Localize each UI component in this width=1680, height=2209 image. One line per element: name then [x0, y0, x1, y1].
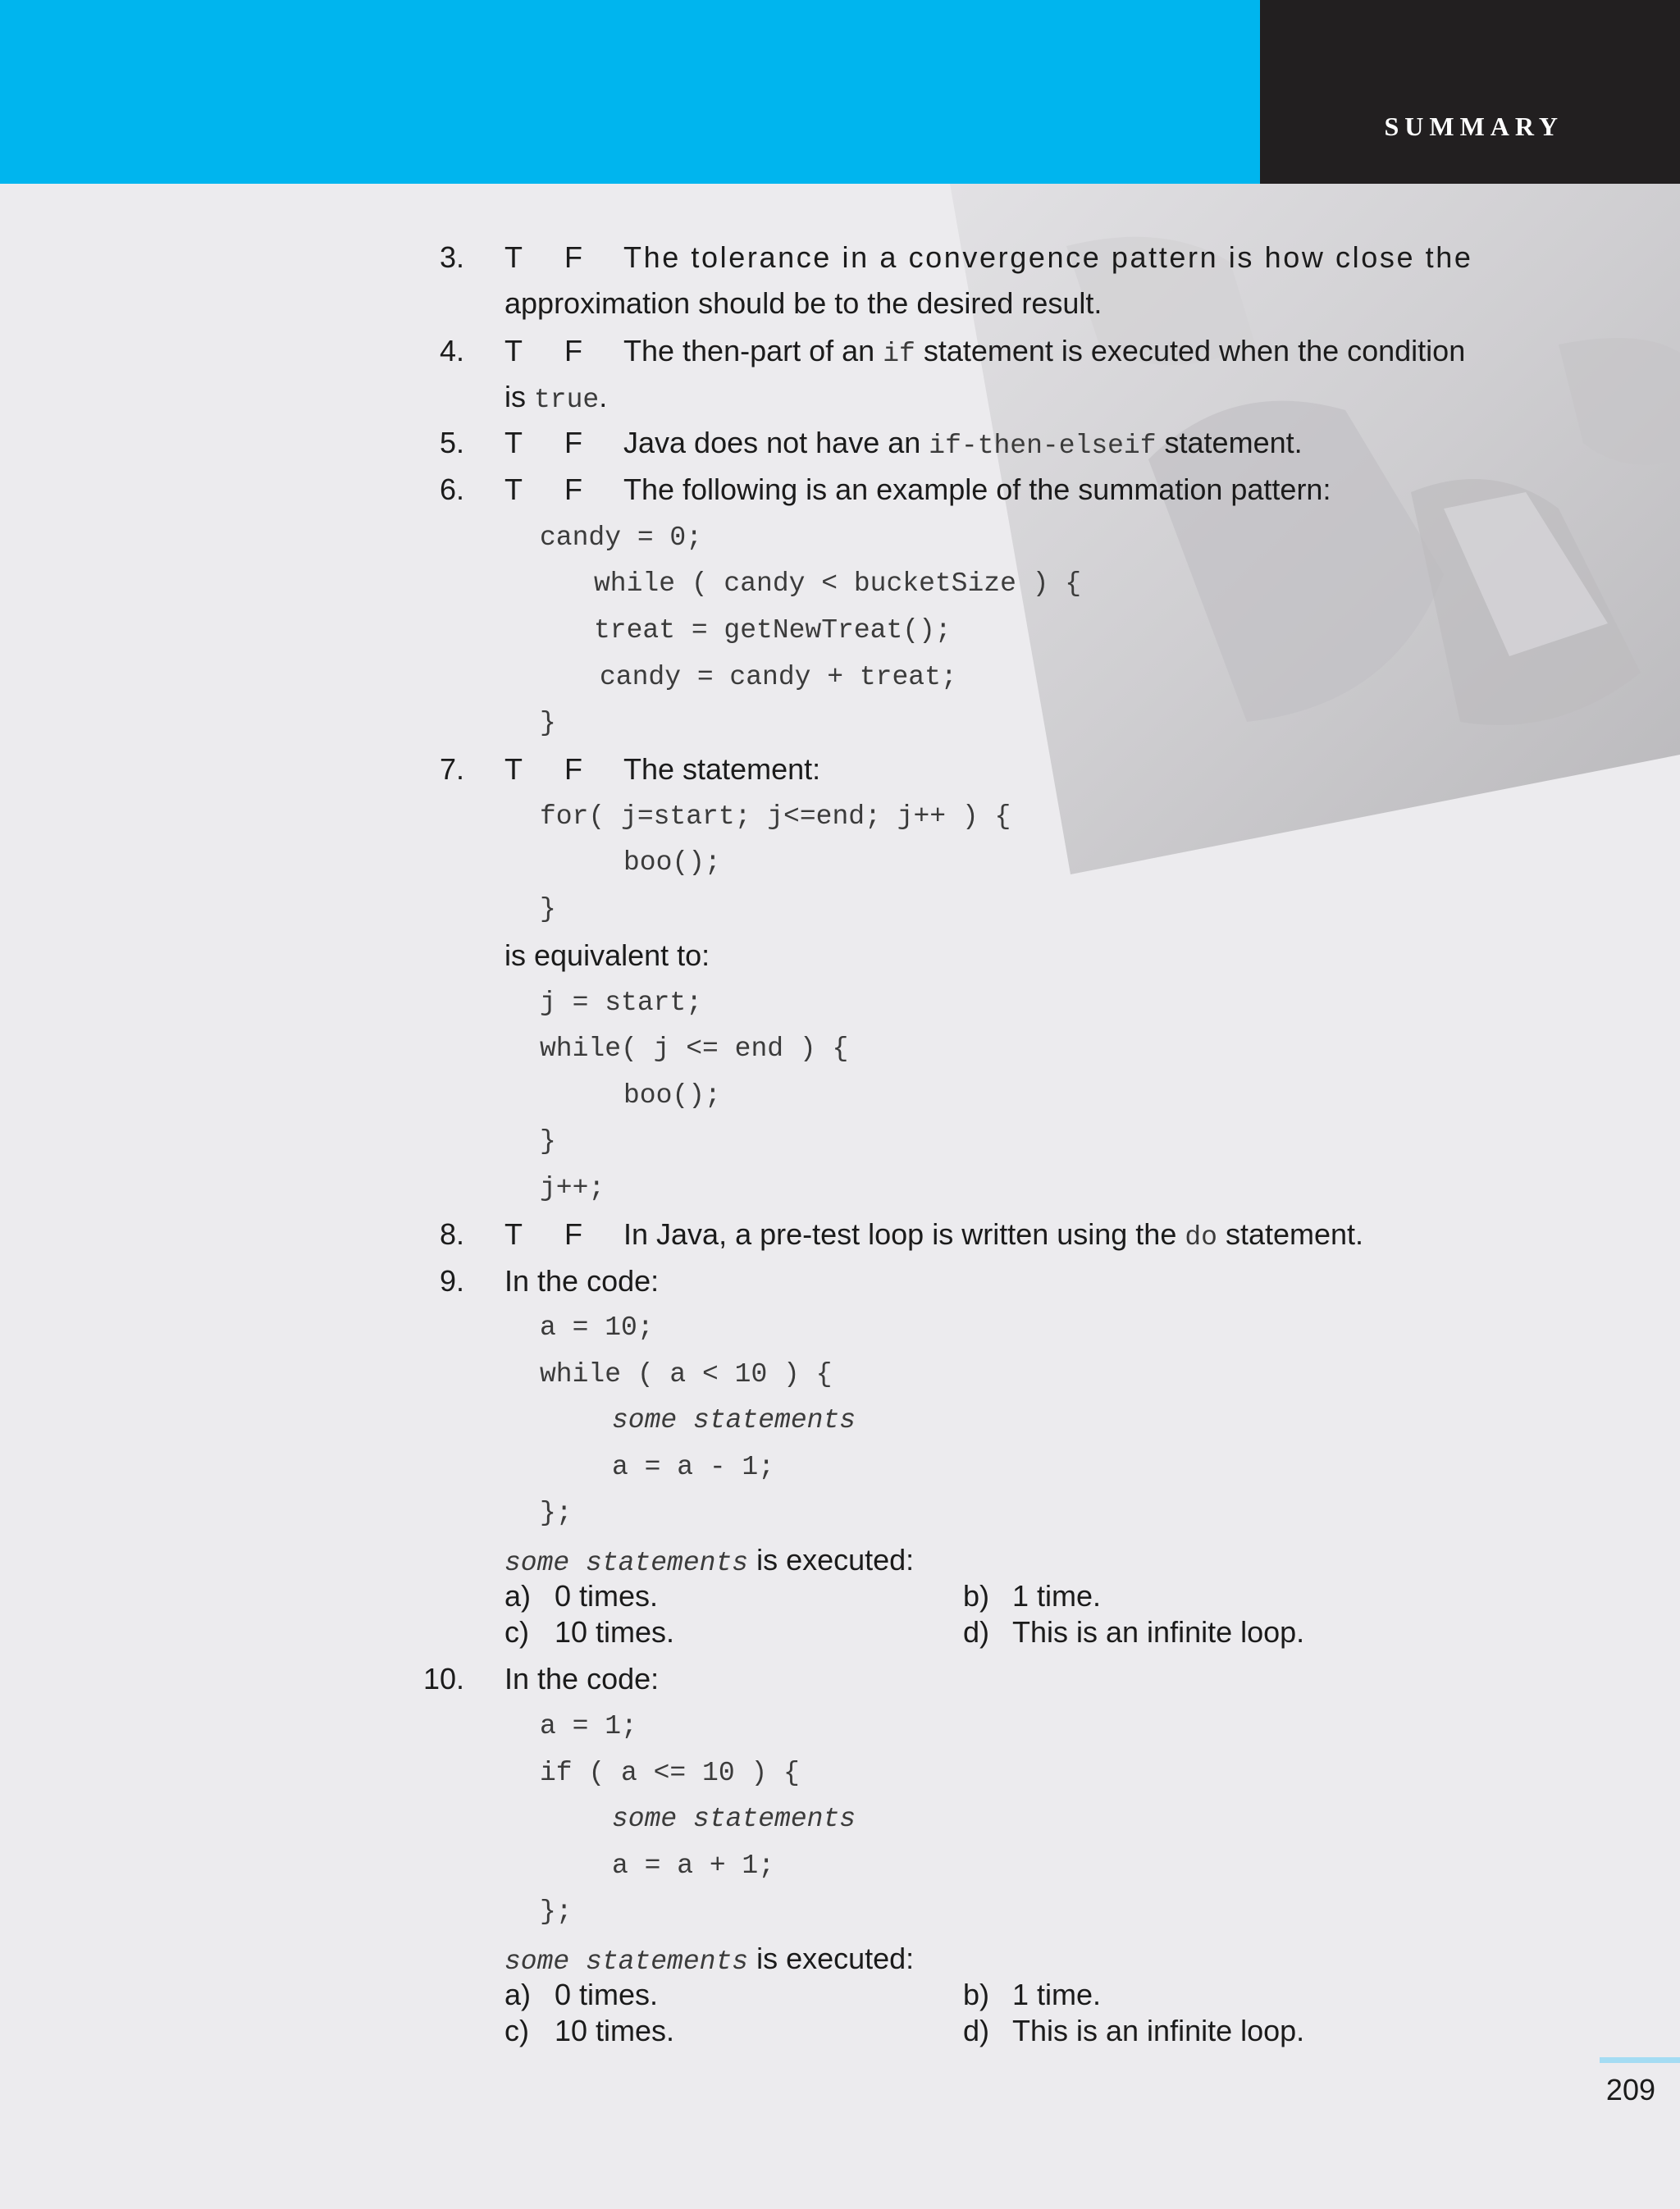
true-label: T	[504, 334, 523, 367]
code-line: };	[540, 1498, 573, 1528]
true-label: T	[504, 752, 523, 786]
question-4-text: The then-part of an if statement is executed when the condition	[623, 334, 1466, 369]
question-6-number: 6.	[439, 472, 464, 506]
question-3-text-cont: approximation should be to the desired result.	[504, 286, 1102, 320]
code-line: candy = 0;	[540, 523, 703, 553]
true-label: T	[504, 472, 523, 506]
code-line: boo();	[623, 847, 721, 878]
true-label: T	[504, 1217, 523, 1251]
code-line: candy = candy + treat;	[600, 662, 957, 692]
question-3-text: The tolerance in a convergence pattern is how close the	[623, 240, 1473, 274]
option-c-text: 10 times.	[555, 1615, 675, 1649]
option-d-letter: d)	[963, 2014, 990, 2047]
true-label: T	[504, 426, 523, 459]
option-b-letter: b)	[963, 1978, 990, 2011]
code-line: }	[540, 1126, 556, 1157]
question-6-text: The following is an example of the summation pattern:	[623, 472, 1331, 506]
code-line: };	[540, 1896, 573, 1927]
false-label: F	[564, 426, 582, 459]
question-5-text: Java does not have an if-then-elseif statement.	[623, 426, 1303, 461]
option-b-letter: b)	[963, 1579, 990, 1613]
code-line: boo();	[623, 1080, 721, 1111]
false-label: F	[564, 1217, 582, 1251]
code-line: j++;	[540, 1173, 605, 1203]
question-10-number: 10.	[422, 1662, 464, 1696]
page-number: 209	[1605, 2073, 1655, 2106]
code-line: }	[540, 708, 556, 738]
code-line: while ( a < 10 ) {	[540, 1359, 833, 1390]
code-line: a = 10;	[540, 1312, 654, 1343]
question-4-text-cont: is true.	[504, 380, 608, 415]
option-d-text: This is an infinite loop.	[1012, 1615, 1305, 1649]
code-line: some statements	[612, 1405, 856, 1435]
false-label: F	[564, 240, 582, 274]
question-7-equivalent-text: is equivalent to:	[504, 938, 710, 972]
question-10-executed-text: some statements is executed:	[504, 1942, 915, 1977]
question-9-executed-text: some statements is executed:	[504, 1543, 915, 1578]
page-title: SUMMARY	[1384, 112, 1564, 141]
code-line: j = start;	[540, 988, 703, 1018]
code-line: }	[540, 894, 556, 924]
false-label: F	[564, 334, 582, 367]
option-b-text: 1 time.	[1012, 1579, 1102, 1613]
option-d-text: This is an infinite loop.	[1012, 2014, 1305, 2047]
code-line: while( j <= end ) {	[540, 1034, 849, 1064]
option-b-text: 1 time.	[1012, 1978, 1102, 2011]
question-7-number: 7.	[439, 752, 464, 786]
option-a-letter: a)	[504, 1978, 532, 2011]
option-a-text: 0 times.	[555, 1978, 659, 2011]
question-9-text: In the code:	[504, 1264, 660, 1298]
question-3-number: 3.	[439, 240, 464, 274]
option-c-text: 10 times.	[555, 2014, 675, 2047]
option-a-text: 0 times.	[555, 1579, 659, 1613]
question-8-number: 8.	[439, 1217, 464, 1251]
true-label: T	[504, 240, 523, 274]
option-d-letter: d)	[963, 1615, 990, 1649]
question-4-number: 4.	[439, 334, 464, 367]
code-line: for( j=start; j<=end; j++ ) {	[540, 801, 1011, 832]
option-a-letter: a)	[504, 1579, 532, 1613]
false-label: F	[564, 472, 582, 506]
code-line: while ( candy < bucketSize ) {	[594, 568, 1082, 599]
code-line: treat = getNewTreat();	[594, 615, 952, 646]
code-line: a = 1;	[540, 1711, 637, 1741]
question-8-text: In Java, a pre-test loop is written using the do statement.	[623, 1217, 1364, 1253]
code-line: some statements	[612, 1804, 856, 1834]
code-line: a = a + 1;	[612, 1851, 775, 1881]
false-label: F	[564, 752, 582, 786]
question-5-number: 5.	[439, 426, 464, 459]
code-line: a = a - 1;	[612, 1452, 775, 1482]
option-c-letter: c)	[504, 1615, 529, 1649]
option-c-letter: c)	[504, 2014, 529, 2047]
question-7-text: The statement:	[623, 752, 821, 786]
question-10-text: In the code:	[504, 1662, 660, 1696]
page-number-rule	[1600, 2057, 1680, 2063]
question-9-number: 9.	[439, 1264, 464, 1298]
code-line: if ( a <= 10 ) {	[540, 1758, 800, 1788]
